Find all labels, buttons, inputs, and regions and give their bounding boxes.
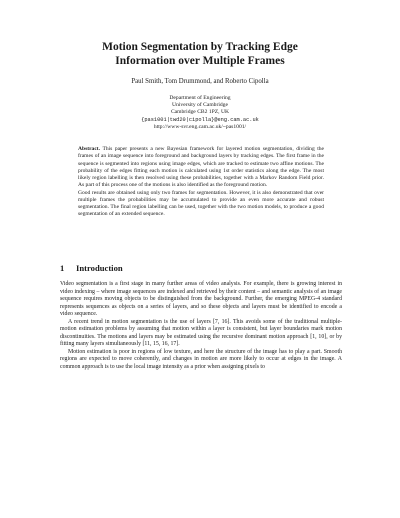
affiliation-university: University of Cambridge	[172, 102, 228, 109]
author-list: Paul Smith, Tom Drummond, and Roberto Cipolla	[131, 78, 269, 85]
paper-title	[60, 40, 340, 68]
section-body	[60, 281, 342, 372]
affiliation-address: Cambridge CB2 1PZ, UK	[170, 109, 230, 116]
abstract-text-1: This paper presents a new Bayesian framework for layered motion segmentation, dividing the frames of an image sequence into foreground and background layers by tracking edges. The first frame in the sequence is segmented into regions using image edges, which are tracked to estimate two affine motions. The probability of the edges fitting each motion is calculated using 1st order statistics along the edge. The most likely region labelling is then resolved using these probabilities, together with a Markov Random Field prior. As part of this process one of the motions is also identified as the foreground motion.	[78, 146, 324, 189]
author-email: {pas1001|twd20|cipolla}@eng.cam.ac.uk	[141, 116, 259, 123]
affiliation-department: Department of Engineering	[169, 95, 231, 101]
body-paragraph-2: A recent trend in motion segmentation is the use of layers [7, 16]. This avoids some of the traditional multiple-motion estimation problems by assuming that motion within a layer is consistent, but layer boundaries mark motion discontinuities. The motions and layers may be estimated using the recursive dominant motion approach [1, 10], or by fitting many layers simultaneously [11, 15, 16, 17].	[60, 318, 342, 348]
paper-title-line-2: Information over Multiple Frames	[115, 55, 285, 67]
body-paragraph-3: Motion estimation is poor in regions of low texture, and here the structure of the image has to play a part. Smooth regions are expected to move coherently, and changes in motion are more likely to occur at edges in the image. A common approach is to use the local image intensity as a prior when assigning pixels to	[60, 348, 342, 371]
abstract-paragraph-1	[78, 146, 324, 190]
abstract-block	[78, 146, 324, 219]
body-paragraph-1: Video segmentation is a first stage in many further areas of video analysis. For example, there is growing interest in video indexing – where image sequences are indexed and retrieved by their content – and semantic analysis of an image sequence requires moving objects to be distinguished from the background. Further, the emerging MPEG-4 standard represents sequences as objects on a series of layers, and so these objects and layers must be identified to encode a video sequence.	[60, 281, 342, 318]
section-number: 1	[60, 263, 65, 273]
section-heading	[60, 263, 123, 273]
author-homepage-link[interactable]: http://www-svr.eng.cam.ac.uk/~pas1001/	[153, 123, 247, 130]
abstract-label: Abstract.	[78, 146, 101, 152]
paper-title-line-1: Motion Segmentation by Tracking Edge	[102, 41, 298, 53]
affiliation-block	[90, 95, 310, 131]
abstract-paragraph-2: Good results are obtained using only two frames for segmentation. However, it is also demonstrated that over multiple frames the probabilities may be accumulated to provide an even more accurate and robust segmentation. The final region labelling can be used, together with the two motion models, to produce a good segmentation of an extended sequence.	[78, 189, 324, 218]
section-title: Introduction	[76, 263, 123, 273]
